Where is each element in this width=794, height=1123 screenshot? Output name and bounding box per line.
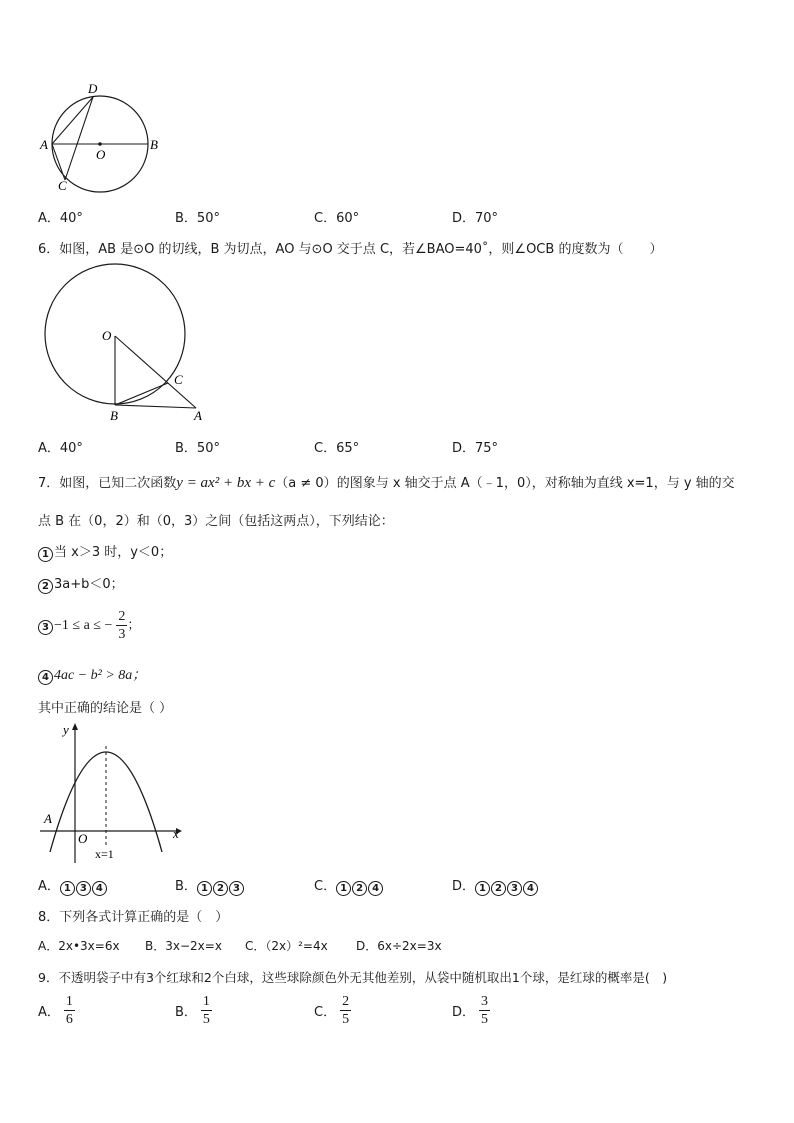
q7-stem-post: 的图象与 x 轴交于点 A（﹣1，0），对称轴为直线 x=1，与 y 轴的交 [336,476,735,491]
q9-c-label: C． [314,1005,337,1020]
q8-option-c[interactable]: C．（2x）²=4x [245,939,328,953]
q7-a-num: 1 [60,881,75,896]
q6-option-d[interactable]: D．75° [452,441,499,456]
q9-d-fraction [479,993,490,1028]
q7-b-label: B． [175,879,197,894]
q9-d-label: D． [452,1005,476,1020]
q7-c1-text: 当 x＞3 时，y＜0； [54,545,173,560]
q7-c2-number: 2 [38,579,53,594]
q6-option-a[interactable]: A．40° [38,441,83,456]
q7-option-b[interactable] [175,875,245,896]
q5-label-b: B [150,137,158,152]
q6-segment-bc [115,383,168,405]
q7-label-y: y [63,722,69,737]
q9-a-den: 6 [65,1012,73,1027]
q7-a-num: 4 [92,881,107,896]
q7-option-a[interactable] [38,875,108,896]
q5-option-b[interactable]: B．50° [175,211,220,226]
q9-c-num: 2 [342,994,350,1009]
q7-option-d[interactable] [452,875,539,896]
q7-label-o: O [78,831,88,846]
q7-d-num: 1 [475,881,490,896]
q7-c-num: 1 [336,881,351,896]
q8-option-a[interactable]: A．2x•3x=6x [38,939,120,953]
q7-a-num: 3 [76,881,91,896]
q9-d-num: 3 [481,994,489,1009]
q6-option-c[interactable]: C．65° [314,441,360,456]
q9-option-b[interactable] [175,993,212,1028]
q7-condition: （a ≠ 0） [275,476,337,491]
q7-c-label: C． [314,879,337,894]
q7-c-num: 2 [352,881,367,896]
q7-option-c[interactable] [314,875,384,896]
q7-d-num: 3 [507,881,522,896]
q9-b-fraction [201,993,212,1028]
q7-c4-text: 4ac − b² > 8a； [54,668,147,683]
q7-label-a: A [44,811,52,826]
q9-b-num: 1 [202,994,210,1009]
q9-option-d[interactable] [452,993,490,1028]
q7-c4-number: 4 [38,670,53,685]
q7-figure [38,718,188,866]
q7-label-x: x [173,826,179,841]
q7-c3-frac-den: 3 [118,627,126,642]
q7-a-label: A． [38,879,60,894]
q5-option-c[interactable]: C．60° [314,211,360,226]
q5-figure [38,80,168,195]
q9-a-fraction [64,993,75,1028]
q7-formula: y = ax² + bx + c [176,475,276,491]
q9-d-den: 5 [481,1012,489,1027]
q6-label-a: A [194,408,202,423]
q9-a-label: A． [38,1005,60,1020]
q5-label-d: D [88,81,98,96]
q5-option-d[interactable]: D．70° [452,211,499,226]
q7-conclusion-3 [38,608,140,643]
q7-d-num: 2 [491,881,506,896]
q5-label-o: O [96,147,106,162]
q6-label-b: B [110,408,118,423]
q6-option-b[interactable]: B．50° [175,441,220,456]
q7-c3-tail: ； [127,618,141,633]
q9-stem: 9．不透明袋子中有3个红球和2个白球，这些球除颜色外无其他差别，从袋中随机取出1个球，是红球的概率是( ) [38,970,668,985]
q9-option-a[interactable] [38,993,75,1028]
q7-stem-pre: 7．如图，已知二次函数 [38,476,177,491]
q7-b-num: 3 [229,881,244,896]
q7-conclusion-1 [38,541,172,562]
q7-c3-text: −1 ≤ a ≤ − [54,618,113,633]
q7-c3-number: 3 [38,620,53,635]
q5-chord-dc [65,97,93,180]
q7-stem-line2: 点 B 在（0，2）和（0，3）之间（包括这两点），下列结论： [38,514,394,529]
q7-conclusion-2 [38,573,124,594]
q5-label-c: C [58,178,67,193]
q7-b-num: 2 [213,881,228,896]
q5-center-dot [98,142,102,146]
q6-tangent-ba [115,405,196,408]
q7-c3-frac-num: 2 [118,609,126,624]
q8-stem: 8．下列各式计算正确的是（ ） [38,910,229,925]
q7-label-axis: x=1 [95,847,114,861]
q7-c3-fraction [116,608,127,643]
q9-c-fraction [340,993,351,1028]
q9-b-den: 5 [202,1012,210,1027]
q7-d-label: D． [452,879,476,894]
q7-c1-number: 1 [38,547,53,562]
q6-figure [38,262,218,427]
q7-ask: 其中正确的结论是（ ） [38,701,173,716]
q5-option-a[interactable]: A．40° [38,211,83,226]
q9-a-num: 1 [65,994,73,1009]
q7-c2-text: 3a+b＜0； [54,577,124,592]
q7-c-num: 4 [368,881,383,896]
q5-label-a: A [40,137,48,152]
q8-option-d[interactable]: D．6x÷2x=3x [356,939,442,953]
q9-option-c[interactable] [314,993,351,1028]
q8-option-b[interactable]: B．3x−2x=x [145,939,222,953]
q7-stem-line1 [38,472,735,492]
q7-conclusion-4 [38,664,146,685]
q6-label-c: C [174,372,183,387]
q7-b-num: 1 [197,881,212,896]
q5-chord-ac [52,144,65,180]
q6-label-o: O [102,328,112,343]
q9-b-label: B． [175,1005,197,1020]
q7-y-arrow [72,723,78,730]
q7-d-num: 4 [523,881,538,896]
q6-stem: 6．如图，AB 是⊙O 的切线，B 为切点，AO 与⊙O 交于点 C，若∠BAO=40˚，则∠OCB 的度数为（ ） [38,242,663,257]
q9-c-den: 5 [342,1012,350,1027]
